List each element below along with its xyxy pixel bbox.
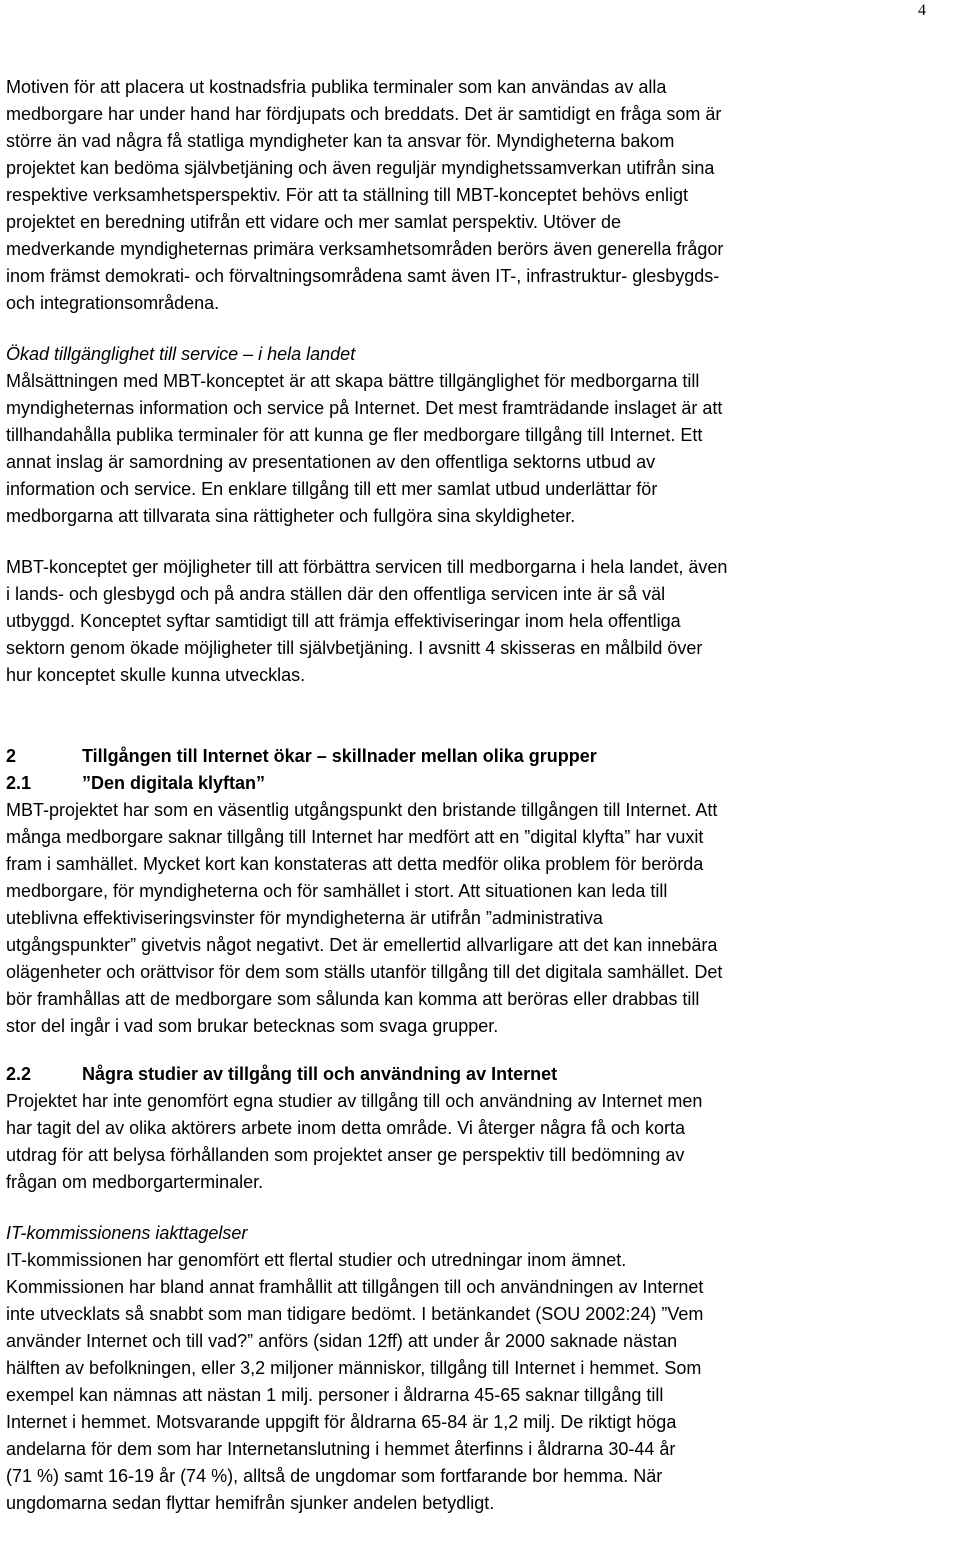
text-line: projektet en beredning utifrån ett vidare och mer samlat perspektiv. Utöver de xyxy=(6,212,621,232)
text-line: medborgare, för myndigheterna och för samhället i stort. Att situationen kan leda till xyxy=(6,881,668,901)
text-line: har tagit del av olika aktörers arbete inom detta område. Vi återger några få och korta xyxy=(6,1118,686,1138)
section-2-2-paragraph xyxy=(6,1088,960,1196)
section-title: ”Den digitala klyftan” xyxy=(82,773,266,793)
text-line: MBT-projektet har som en väsentlig utgångspunkt den bristande tillgången till Internet. Att xyxy=(6,800,718,820)
text-line: uteblivna effektiviseringsvinster för myndigheterna är utifrån ”administrativa xyxy=(6,908,603,928)
section-2-1-paragraph xyxy=(6,797,960,1040)
text-line: respektive verksamhetsperspektiv. För att ta ställning till MBT-konceptet behövs enligt xyxy=(6,185,688,205)
section-okad-paragraph-1 xyxy=(6,368,960,530)
intro-paragraph xyxy=(6,74,960,317)
text-line: större än vad några få statliga myndigheter kan ta ansvar för. Myndigheterna bakom xyxy=(6,131,675,151)
spacer xyxy=(6,1040,960,1061)
text-line: exempel kan nämnas att nästan 1 milj. personer i åldrarna 45-65 saknar tillgång till xyxy=(6,1385,664,1405)
text-line: många medborgare saknar tillgång till Internet har medfört att en ”digital klyfta” har vuxit xyxy=(6,827,704,847)
text-line: utbyggd. Konceptet syftar samtidigt till att främja effektiviseringar inom hela offentliga xyxy=(6,611,681,631)
text-line: (71 %) samt 16-19 år (74 %), alltså de ungdomar som fortfarande bor hemma. När xyxy=(6,1466,663,1486)
text-line: utgångspunkter” givetvis något negativt. Det är emellertid allvarligare att det kan innebära xyxy=(6,935,718,955)
text-line: annat inslag är samordning av presentationen av den offentliga sektorns utbud av xyxy=(6,452,656,472)
text-line: hälften av befolkningen, eller 3,2 miljoner människor, tillgång till Internet i hemmet. Som xyxy=(6,1358,702,1378)
spacer xyxy=(6,317,960,341)
spacer xyxy=(6,1196,960,1220)
text-line: inom främst demokrati- och förvaltningsområdena samt även IT-, infrastruktur- glesbygds- xyxy=(6,266,720,286)
text-line: Målsättningen med MBT-konceptet är att skapa bättre tillgänglighet för medborgarna till xyxy=(6,371,700,391)
text-line: olägenheter och orättvisor för dem som ställs utanför tillgång till det digitala samhället. Det xyxy=(6,962,723,982)
page-content xyxy=(6,74,960,1517)
text-line: Motiven för att placera ut kostnadsfria publika terminaler som kan användas av alla xyxy=(6,77,667,97)
text-line: IT-kommissionen har genomfört ett flertal studier och utredningar inom ämnet. xyxy=(6,1250,627,1270)
section-number: 2 xyxy=(6,746,17,766)
text-line: använder Internet och till vad?” anförs (sidan 12ff) att under år 2000 saknade nästan xyxy=(6,1331,678,1351)
text-line: hur konceptet skulle kunna utvecklas. xyxy=(6,665,306,685)
section-okad-paragraph-2 xyxy=(6,554,960,689)
spacer xyxy=(6,689,960,743)
text-line: stor del ingår i vad som brukar betecknas som svaga grupper. xyxy=(6,1016,499,1036)
section-title: Tillgången till Internet ökar – skillnader mellan olika grupper xyxy=(82,746,597,766)
text-line: ungdomarna sedan flyttar hemifrån sjunker andelen betydligt. xyxy=(6,1493,495,1513)
page-number: 4 xyxy=(918,2,926,19)
section-it-title: IT-kommissionens iakttagelser xyxy=(6,1223,248,1243)
text-line: information och service. En enklare tillgång till ett mer samlat utbud underlättar för xyxy=(6,479,658,499)
text-line: och integrationsområdena. xyxy=(6,293,220,313)
text-line: fram i samhället. Mycket kort kan konstateras att detta medför olika problem för berörda xyxy=(6,854,704,874)
section-okad-title: Ökad tillgänglighet till service – i hela landet xyxy=(6,344,356,364)
section-2-2-heading xyxy=(6,1061,960,1088)
text-line: sektorn genom ökade möjligheter till självbetjäning. I avsnitt 4 skisseras en målbild över xyxy=(6,638,703,658)
text-line: MBT-konceptet ger möjligheter till att förbättra servicen till medborgarna i hela landet, även xyxy=(6,557,728,577)
text-line: andelarna för dem som har Internetanslutning i hemmet återfinns i åldrarna 30-44 år xyxy=(6,1439,676,1459)
section-number: 2.2 xyxy=(6,1064,32,1084)
section-title: Några studier av tillgång till och användning av Internet xyxy=(82,1064,558,1084)
text-line: Projektet har inte genomfört egna studier av tillgång till och användning av Internet men xyxy=(6,1091,703,1111)
text-line: medborgare har under hand har fördjupats och breddats. Det är samtidigt en fråga som är xyxy=(6,104,722,124)
text-line: utdrag för att belysa förhållanden som projektet anser ge perspektiv till bedömning av xyxy=(6,1145,685,1165)
text-line: medborgarna att tillvarata sina rättigheter och fullgöra sina skyldigheter. xyxy=(6,506,576,526)
text-line: inte utvecklats så snabbt som man tidigare bedömt. I betänkandet (SOU 2002:24) ”Vem xyxy=(6,1304,704,1324)
spacer xyxy=(6,530,960,554)
text-line: i lands- och glesbygd och på andra ställen där den offentliga servicen inte är så väl xyxy=(6,584,666,604)
text-line: myndigheternas information och service på Internet. Det mest framträdande inslaget är att xyxy=(6,398,723,418)
text-line: frågan om medborgarterminaler. xyxy=(6,1172,264,1192)
text-line: Internet i hemmet. Motsvarande uppgift för åldrarna 65-84 är 1,2 milj. De riktigt höga xyxy=(6,1412,677,1432)
text-line: tillhandahålla publika terminaler för att kunna ge fler medborgare tillgång till Internet. Ett xyxy=(6,425,703,445)
section-2-1-heading xyxy=(6,770,960,797)
text-line: medverkande myndigheternas primära verksamhetsområden berörs även generella frågor xyxy=(6,239,724,259)
section-2-heading xyxy=(6,743,960,770)
text-line: Kommissionen har bland annat framhållit att tillgången till och användningen av Internet xyxy=(6,1277,704,1297)
text-line: bör framhållas att de medborgare som sålunda kan komma att beröras eller drabbas till xyxy=(6,989,700,1009)
section-it-paragraph xyxy=(6,1247,960,1517)
section-number: 2.1 xyxy=(6,773,32,793)
text-line: projektet kan bedöma självbetjäning och även reguljär myndighetssamverkan utifrån sina xyxy=(6,158,715,178)
